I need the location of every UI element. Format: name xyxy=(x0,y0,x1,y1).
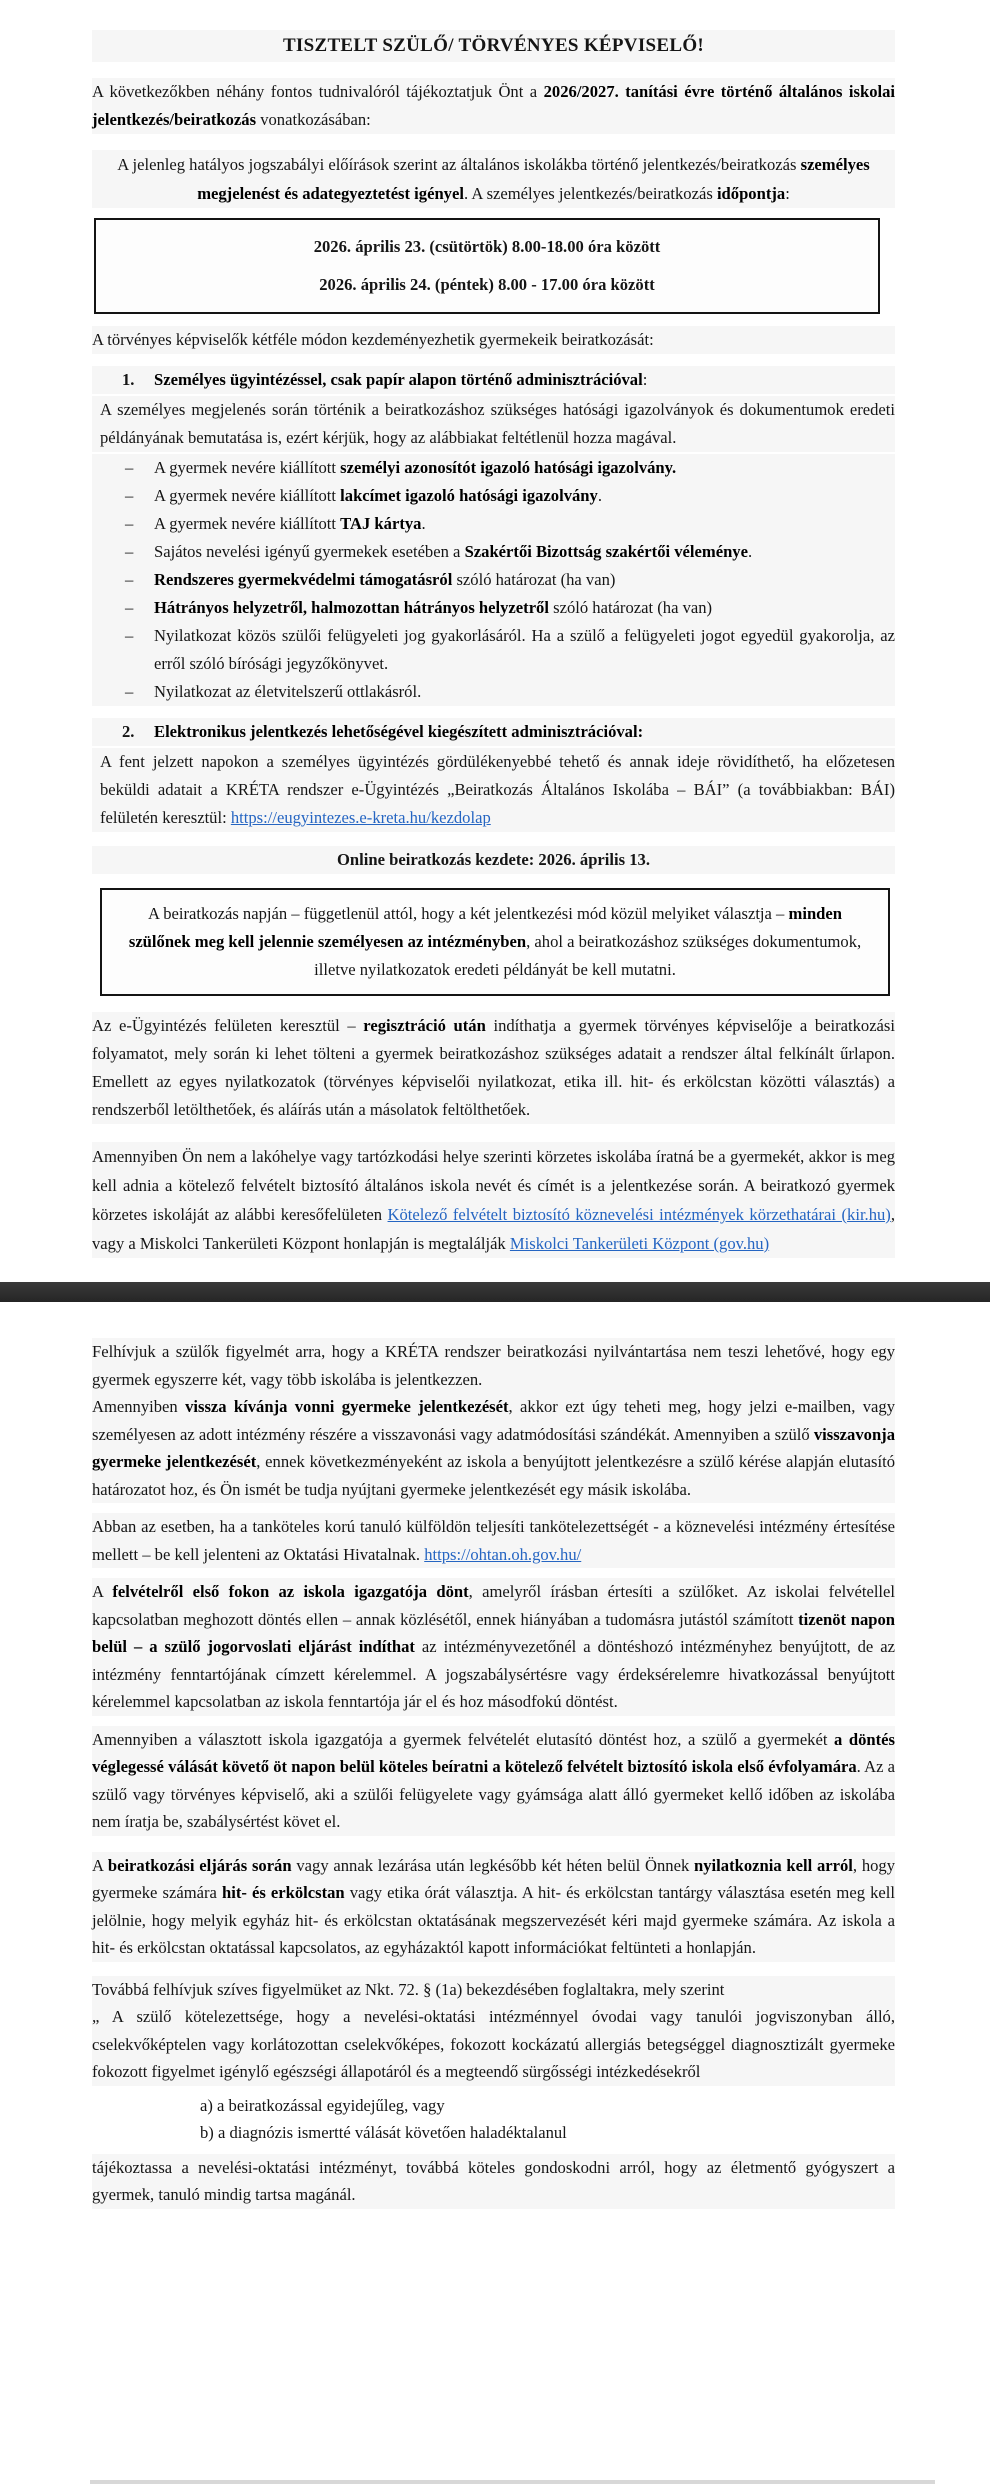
nkt-closing-paragraph: tájékoztassa a nevelési-oktatási intézményt, továbbá köteles gondoskodni arról, hogy az életmentő gyógyszert a gyermek, tanuló mindig tartsa magánál. xyxy=(92,2154,895,2209)
kreta-single-school-paragraph xyxy=(92,1338,895,1393)
legal-note-paragraph xyxy=(92,150,895,208)
list-item-text xyxy=(154,626,895,673)
text-run: A gyermek nevére kiállított xyxy=(154,514,341,533)
eugyintezes-info-paragraph xyxy=(92,1012,895,1124)
list-item-text xyxy=(154,514,426,533)
withdraw-application-paragraph xyxy=(92,1393,895,1503)
text-run: vagy annak lezárása után legkésőbb két héten belül Önnek xyxy=(291,1855,695,1875)
nkt-point-a: a) a beiratkozással egyidejűleg, vagy xyxy=(200,2095,445,2115)
bold-text-run: beiratkozási eljárás során xyxy=(107,1855,292,1875)
required-documents-list xyxy=(92,454,895,706)
text-run: : xyxy=(785,184,790,203)
nkt-quote-paragraph: „ A szülő kötelezettsége, hogy a nevelési-oktatási intézménnyel óvodai vagy tanulói jogviszonyban álló, cselekvőképtelen vagy korlátozottan cselekvőképes, fokozott kockázatú allergiás betegséggel diagnosztizált gyermeke fokozott figyelmet igénylő egészségi állapotáról és a megteendő sürgősségi intézkedésekről xyxy=(92,2003,895,2086)
text-run: A xyxy=(92,1855,108,1875)
text-run: Amennyiben a választott iskola igazgatója a gyermek felvételét elutasító döntést hoz, a szülő a gyermekét xyxy=(92,1729,835,1749)
bold-text-run: visszavonja gyermeke jelentkezését xyxy=(92,1424,895,1471)
bold-text-run: Személyes ügyintézéssel, csak papír alapon történő adminisztrációval xyxy=(154,370,643,389)
dash-bullet: – xyxy=(125,486,134,505)
ethics-religion-paragraph xyxy=(92,1852,895,1962)
bold-text-run: minden szülőnek meg kell jelennie személyesen az intézményben xyxy=(128,904,842,951)
bold-text-run: személyes megjelenést és adategyeztetést igényel xyxy=(197,155,870,203)
scanned-document-page xyxy=(0,30,990,2484)
bold-text-run: felvételről első fokon az iskola igazgatója dönt xyxy=(112,1582,469,1601)
bold-text-run: regisztráció után xyxy=(363,1016,486,1035)
list-item xyxy=(92,454,895,482)
text-run: A gyermek nevére kiállított xyxy=(154,458,341,477)
text-run: szóló határozat (ha van) xyxy=(452,570,616,589)
bold-text-run: lakcímet igazoló hatósági igazolvány xyxy=(340,486,598,505)
bold-text-run: TAJ kártya xyxy=(340,514,422,533)
list-item-text xyxy=(154,598,712,617)
item-1-body xyxy=(92,396,895,452)
bold-text-run: Rendszeres gyermekvédelmi támogatásról xyxy=(154,570,453,589)
text-run: . A személyes jelentkezés/beiratkozás xyxy=(463,184,717,203)
item-2-body xyxy=(92,748,895,832)
list-item-text xyxy=(154,682,421,701)
rejection-obligation-paragraph xyxy=(92,1726,895,1836)
bold-text-run: a döntés véglegessé válását követő öt napon belül köteles beíratni a kötelező felvételt biztosító iskola első évfolyamára xyxy=(92,1729,895,1776)
bold-text-run: időpontja xyxy=(716,184,786,203)
enrollment-date-line-2: 2026. április 24. (péntek) 8.00 - 17.00 óra között xyxy=(319,275,655,294)
list-item xyxy=(92,566,895,594)
ohtan-link[interactable]: https://ohtan.oh.gov.hu/ xyxy=(424,1544,582,1564)
bold-text-run: Elektronikus jelentkezés lehetőségével kiegészített adminisztrációval: xyxy=(154,722,644,741)
kir-korzethatarok-link[interactable]: Kötelező felvételt biztosító köznevelési intézmények körzethatárai (kir.hu) xyxy=(387,1205,891,1224)
text-run: Amennyiben xyxy=(92,1397,186,1416)
text-run: vagy etika órát választja. A hit- és erkölcstan tantárgy választása esetén meg kell jelölnie, hogy melyik egyház hit- és erkölcstan oktatásának megszervezését kéri majd gyermeke számára. Az iskola a hit- és erkölcstan oktatással kapcsolatos, az egyházaktól kapott információkat feltünteti a honlapján. xyxy=(92,1883,895,1957)
enrollment-dates-box xyxy=(94,218,880,314)
bold-text-run: nyilatkoznia kell arról xyxy=(694,1855,853,1875)
item-2-number: 2. xyxy=(122,722,135,741)
item-1-title xyxy=(92,366,895,394)
nkt-point-b: b) a diagnózis ismertté válását követően haladéktalanul xyxy=(200,2122,567,2142)
document-page xyxy=(0,30,990,2209)
dash-bullet: – xyxy=(125,598,134,617)
list-item xyxy=(92,678,895,706)
text-run: . xyxy=(597,486,602,505)
text-run: A következőkben néhány fontos tudnivalóról tájékoztatjuk Önt a xyxy=(92,82,544,101)
dash-bullet: – xyxy=(125,458,134,477)
item-2-title xyxy=(92,718,895,746)
district-school-paragraph xyxy=(92,1142,895,1258)
list-item-text xyxy=(154,570,615,589)
text-run: Nyilatkozat közös szülői felügyeleti jog gyakorlásáról. Ha a szülő a felügyeleti jogot egyedül gyakorolja, az erről szóló bírósági jegyzőkönyvet. xyxy=(154,626,895,673)
text-run: indíthatja a gyermek törvényes képviselője a beiratkozási folyamatot, mely során ki lehet tölteni a gyermek beiratkozáshoz szükséges adatait a rendszer által felkínált űrlapon. Emellett az egyes nyilatkozatok (törvényes képviselői nyilatkozat, etika ill. hit- és erkölcstan közötti választás) a rendszerből letölthetőek, és aláírás után a másolatok feltölthetőek. xyxy=(92,1016,895,1119)
bold-text-run: Hátrányos helyzetről, halmozottan hátrányos helyzetről xyxy=(154,598,549,617)
text-run: A gyermek nevére kiállított xyxy=(154,486,341,505)
dash-bullet: – xyxy=(125,514,134,533)
eugyintezes-kreta-link[interactable]: https://eugyintezes.e-kreta.hu/kezdolap xyxy=(230,808,491,827)
text-run: , vagy a Miskolci Tankerületi Központ honlapján is megtalálják xyxy=(92,1205,895,1253)
dash-bullet: – xyxy=(125,542,134,561)
item-1-number: 1. xyxy=(122,370,135,389)
text-run: . xyxy=(747,542,753,561)
list-item xyxy=(92,594,895,622)
list-item-text xyxy=(154,458,676,477)
text-run: , akkor ezt úgy teheti meg, hogy jelzi e-mailben, vagy személyesen az adott intézmény részére a visszavonási vagy adatmódosítási szándékát. Amennyiben a szülő xyxy=(92,1397,895,1444)
bold-text-run: 2026/2027. tanítási évre történő általános iskolai jelentkezés/beiratkozás xyxy=(92,82,896,129)
text-run: A jelenleg hatályos jogszabályi előírások szerint az általános iskolákba történő jelentkezés/beiratkozás xyxy=(117,155,801,174)
bold-text-run: Szakértői Bizottság szakértői véleménye xyxy=(464,542,748,561)
enrollment-date-line-1: 2026. április 23. (csütörtök) 8.00-18.00 óra között xyxy=(313,237,661,256)
item-1-title-text xyxy=(154,370,647,389)
next-page-edge xyxy=(90,2480,935,2484)
miskolci-tankerulet-link[interactable]: Miskolci Tankerületi Központ (gov.hu) xyxy=(509,1234,770,1253)
bold-text-run: hit- és erkölcstan xyxy=(221,1883,345,1902)
text-run: Az e-Ügyintézés felületen keresztül – xyxy=(92,1016,364,1035)
text-run: , hogy gyermeke számára xyxy=(92,1855,896,1902)
text-run: , ahol a beiratkozáshoz szükséges dokumentumok, illetve nyilatkozatok eredeti példányát be kell mutatni. xyxy=(314,932,862,979)
text-run: az intézményvezetőnél a döntéshozó intézményhez benyújtott, de az intézmény fenntartójának címzett kérelemmel. A jogszabálysértésre vagy érdeksérelemre hivatkozással benyújtott kérelemmel kapcsolatban az iskola fenntartója jár el és hoz másodfokú döntést. xyxy=(92,1637,895,1711)
text-run: : xyxy=(642,370,648,389)
text-run: A fent jelzett napokon a személyes ügyintézés gördülékenyebbé tehető és annak ideje rövidíthető, ha előzetesen beküldi adatait a KRÉTA rendszer e-Ügyintézés „Beiratkozás Általános Iskolába – BÁI” (a továbbiakban: BÁI) felületén keresztül: xyxy=(100,752,895,827)
intro-paragraph xyxy=(92,78,895,134)
text-run: , amelyről írásban értesíti a szülőket. Az iskolai felvétellel kapcsolatban meghozott döntés ellen – annak közlésétől, ennek hiányában a tudomásra jutástól számított xyxy=(92,1582,896,1629)
dash-bullet: – xyxy=(125,570,134,589)
text-run: Nyilatkozat az életvitelszerű ottlakásról. xyxy=(154,682,422,701)
text-run: A xyxy=(92,1582,113,1601)
list-item xyxy=(92,482,895,510)
text-run: A személyes megjelenés során történik a beiratkozáshoz szükséges hatósági igazolványok és dokumentumok eredeti példányának bemutatása is, ezért kérjük, hogy az alábbiakat feltétlenül hozza magával. xyxy=(100,400,895,447)
list-item xyxy=(92,538,895,566)
list-item-text xyxy=(154,542,752,561)
title-band xyxy=(92,30,895,62)
bold-text-run: tizenöt napon belül – a szülő jogorvoslati eljárást indíthat xyxy=(92,1609,895,1656)
text-run: A beiratkozás napján – függetlenül attól, hogy a két jelentkezési mód közül melyiket választja – xyxy=(148,904,789,923)
item-2-title-text xyxy=(154,722,643,741)
text-run: Sajátos nevelési igényű gyermekek esetében a xyxy=(154,542,465,561)
page-title: TISZTELT SZÜLŐ/ TÖRVÉNYES KÉPVISELŐ! xyxy=(282,35,705,56)
list-item xyxy=(92,622,895,678)
text-run: , ennek következményeként az iskola a benyújtott jelentkezésre a szülő kérése alapján elutasító határozatot hoz, és Ön ismét be tudja nyújtani gyermeke jelentkezését egy másik iskolába. xyxy=(92,1452,895,1499)
text-run: . Az a szülő vagy törvényes képviselő, aki a szülői felügyelete vagy gyámsága alatt álló gyermeket kellő időben az iskolába nem íratja be, szabálysértést követ el. xyxy=(92,1757,895,1831)
bold-text-run: vissza kívánja vonni gyermeke jelentkezését xyxy=(185,1397,509,1416)
two-ways-paragraph: A törvényes képviselők kétféle módon kezdeményezhetik gyermekeik beiratkozását: xyxy=(92,326,895,354)
text-run: Amennyiben Ön nem a lakóhelye vagy tartózkodási helye szerinti körzetes iskolába íratná be a gyermekét, akkor is meg kell adnia a kötelező felvételt biztosító általános iskola nevét és címét is a jelentkezése során. A beiratkozó gyermek körzetes iskoláját az alábbi keresőfelületen xyxy=(92,1147,895,1224)
attendance-required-box xyxy=(100,888,890,996)
abroad-schooling-paragraph xyxy=(92,1513,895,1568)
online-start-line: Online beiratkozás kezdete: 2026. április 13. xyxy=(92,846,895,874)
nkt-intro-paragraph: Továbbá felhívjuk szíves figyelmüket az Nkt. 72. § (1a) bekezdésében foglaltakra, mely szerint xyxy=(92,1976,895,2004)
text-run: Felhívjuk a szülők figyelmét arra, hogy a KRÉTA rendszer beiratkozási nyilvántartása nem teszi lehetővé, hogy egy gyermek egyszerre két, vagy több iskolába is jelentkezzen. xyxy=(92,1342,895,1389)
dash-bullet: – xyxy=(125,682,134,701)
text-run: Abban az esetben, ha a tanköteles korú tanuló külföldön teljesíti tankötelezettségét - a köznevelési intézmény értesítése mellett – be kell jelenteni az Oktatási Hivatalnak. xyxy=(92,1517,895,1564)
bold-text-run: személyi azonosítót igazoló hatósági igazolvány. xyxy=(340,458,677,477)
appeal-procedure-paragraph xyxy=(92,1578,895,1716)
page-separator xyxy=(0,1282,990,1302)
list-item-text xyxy=(154,486,602,505)
text-run: szóló határozat (ha van) xyxy=(548,598,713,617)
dash-bullet: – xyxy=(125,626,134,645)
text-run: . xyxy=(421,514,426,533)
list-item xyxy=(92,510,895,538)
text-run: vonatkozásában: xyxy=(256,110,371,129)
